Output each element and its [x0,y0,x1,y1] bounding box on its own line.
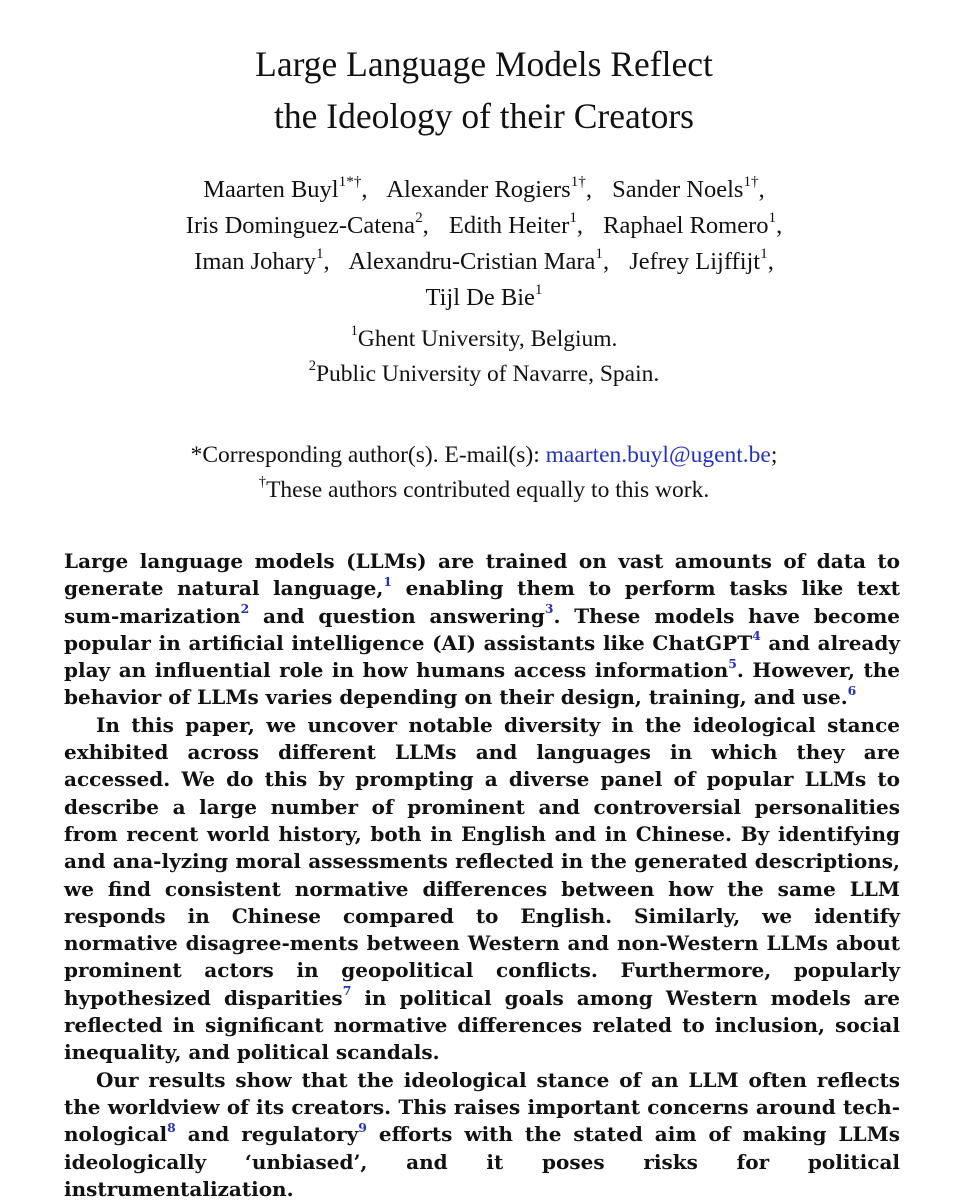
abstract-text: In this paper, we uncover notable diversity in the ideological stance exhibited across different LLMs and languages in which they are accessed. We do this by prompting a diverse panel of popular LLMs to describe a large number of prominent and controversial personalities from recent world history, both in English and in Chinese. By identifying and ana-lyzing moral assessments reflected in the generated descriptions, we find consistent normative differences between how the same LLM responds in Chinese compared to English. Similarly, we identify normative disagree-ments between Western and non-Western LLMs about prominent actors in geopolitical conflicts. Furthermore, popularly hypothesized disparities [64,712,900,1010]
author-separator: , [323,248,330,275]
abstract-text: and question answering [249,603,545,628]
author-line-4 [0,280,968,316]
author-marks: 1 [569,208,577,226]
affiliations [0,322,968,392]
author-marks: 2 [415,208,423,226]
author-line-2 [0,208,968,244]
abstract-text: and regulatory [175,1122,359,1147]
affiliation-mark: 2 [308,358,316,374]
citation-ref-5[interactable]: 5 [728,655,737,671]
abstract-text: Our results show that the ideological stance of an LLM often reflects the worldview of its creators. This raises important concerns around tech-nological [64,1067,900,1147]
author-name: Tijl De Bie [425,284,535,311]
corresponding-author-prefix: *Corresponding author(s). E-mail(s): [190,442,546,468]
author-name: Iris Dominguez-Catena [185,212,416,239]
title-line-2: the Ideology of their Creators [274,96,694,136]
affiliation-mark: 1 [350,323,358,339]
citation-ref-1[interactable]: 1 [383,573,392,589]
abstract-text: . These models have become popular in artificial intelligence (AI) assistants like ChatGPT [64,603,900,655]
author-name: Maarten Buyl [203,176,339,203]
affiliation-item [0,322,968,357]
author-name: Alexandru-Cristian Mara [348,248,596,275]
author-name: Raphael Romero [603,212,769,239]
author-list [0,172,968,316]
abstract-text: and already play an influential role in how humans access information [64,630,900,683]
author-name: Edith Heiter [448,212,570,239]
abstract-paragraph-3 [64,1067,900,1203]
correspondence-block [0,438,968,508]
author-marks: 1† [743,172,759,190]
corresponding-author-line [0,438,968,473]
author-marks: 1 [315,244,324,262]
affiliation-text: Ghent University, Belgium. [357,326,618,352]
author-name: Iman Johary [194,248,316,275]
citation-ref-6[interactable]: 6 [847,682,857,698]
author-separator: , [603,248,610,275]
author-separator: , [776,212,783,239]
author-line-1 [0,172,968,208]
author-marks: 1† [570,172,586,190]
author-marks: 1*† [338,172,362,190]
corresponding-author-suffix: ; [770,442,778,468]
abstract-text: efforts with the stated aim of making LLMs ideologically ‘unbiased’, and it poses risks for political instrumentalization. [64,1122,900,1201]
abstract-text: Large language models (LLMs) are trained on vast amounts of data to generate natural language, [64,549,900,601]
dagger-mark: † [258,474,267,490]
author-name: Sander Noels [612,176,744,203]
equal-contribution-note [0,473,968,508]
author-marks: 1 [760,244,768,262]
affiliation-item [0,357,968,392]
author-separator: , [585,176,592,203]
abstract-text: in political goals among Western models are reflected in significant normative differences related to inclusion, social inequality, and political scandals. [64,985,900,1065]
citation-ref-3[interactable]: 3 [544,601,554,617]
author-marks: 1 [768,208,777,226]
author-separator: , [758,176,765,203]
affiliation-text: Public University of Navarre, Spain. [315,361,660,387]
abstract [64,548,900,1203]
author-separator: , [576,212,584,239]
author-separator: , [422,212,429,239]
equal-contribution-text: These authors contributed equally to this work. [266,477,710,503]
paper-title [0,38,968,142]
abstract-paragraph-2 [64,712,900,1067]
author-separator: , [361,176,368,203]
author-marks: 1 [534,280,543,298]
author-line-3 [0,244,968,280]
citation-ref-8[interactable]: 8 [167,1119,176,1135]
abstract-text: . However, the behavior of LLMs varies depending on their design, training, and use. [64,658,900,710]
abstract-text: enabling them to perform tasks like text sum-marization [64,576,900,628]
title-line-1: Large Language Models Reflect [255,44,713,84]
abstract-paragraph-1 [64,548,900,712]
citation-ref-9[interactable]: 9 [358,1119,367,1135]
author-name: Jefrey Lijffijt [629,248,761,275]
citation-ref-7[interactable]: 7 [342,983,352,999]
email-link[interactable]: maarten.buyl@ugent.be [545,442,771,468]
author-name: Alexander Rogiers [386,176,571,203]
author-marks: 1 [595,244,604,262]
author-separator: , [767,248,774,275]
citation-ref-4[interactable]: 4 [752,628,761,644]
citation-ref-2[interactable]: 2 [240,601,250,617]
